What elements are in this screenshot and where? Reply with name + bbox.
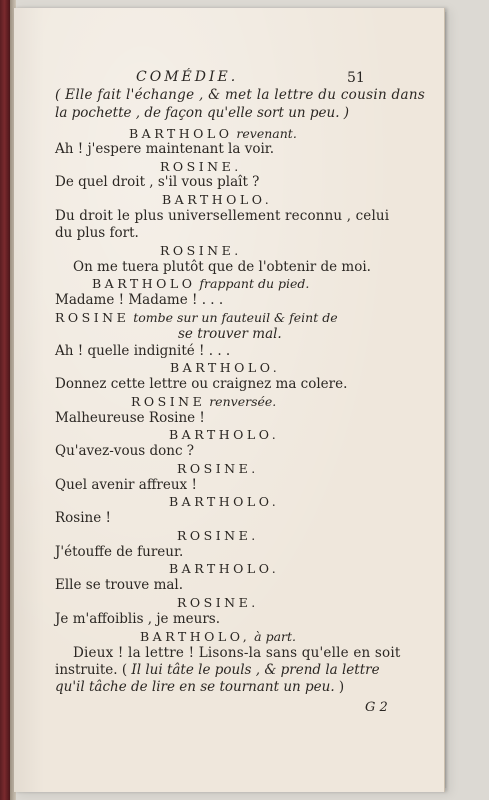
speaker-name: BARTHOLO. xyxy=(169,561,280,576)
speaker-name xyxy=(140,628,296,645)
page-number: 51 xyxy=(347,70,365,86)
dialogue-line: Rosine ! xyxy=(55,510,111,526)
speaker-name: ROSINE. xyxy=(177,595,259,610)
speaker-label: ROSINE xyxy=(55,310,130,325)
speaker-name: BARTHOLO. xyxy=(162,192,273,207)
dialogue-line: J'étouffe de fureur. xyxy=(55,544,184,560)
stage-direction-line: se trouver mal. xyxy=(178,326,282,342)
dialogue-line: De quel droit , s'il vous plaît ? xyxy=(55,174,260,190)
stage-direction-line: ( Elle fait l'échange , & met la lettre du cousin dans xyxy=(55,87,426,103)
stage-direction: qu'il tâche de lire en se tournant un peu. xyxy=(55,679,335,695)
stage-direction: à part. xyxy=(250,629,297,644)
speaker-name: BARTHOLO. xyxy=(169,494,280,509)
dialogue-line: Ah ! j'espere maintenant la voir. xyxy=(55,141,275,157)
dialogue-line: Qu'avez-vous donc ? xyxy=(55,443,195,459)
speaker-label: BARTHOLO xyxy=(129,126,233,141)
stage-direction: Il lui tâte le pouls , & prend la lettre xyxy=(131,662,380,678)
speaker-name: ROSINE. xyxy=(177,461,259,476)
dialogue-line: du plus fort. xyxy=(55,225,139,241)
dialogue-text: instruite. ( xyxy=(55,662,132,678)
speaker-name: BARTHOLO. xyxy=(170,360,281,375)
stage-direction: revenant. xyxy=(232,126,297,141)
speaker-name: ROSINE. xyxy=(177,528,259,543)
dialogue-line: On me tuera plutôt que de l'obtenir de moi. xyxy=(73,259,371,275)
running-title: COMÉDIE. xyxy=(136,69,239,85)
dialogue-line: Donnez cette lettre ou craignez ma colere. xyxy=(55,376,348,392)
speaker-label: BARTHOLO xyxy=(92,276,196,291)
dialogue-line: Ah ! quelle indignité ! . . . xyxy=(55,343,231,359)
dialogue-line: Malheureuse Rosine ! xyxy=(55,410,205,426)
stage-direction-line: la pochette , de façon qu'elle sort un peu. ) xyxy=(55,105,350,121)
dialogue-line: Dieux ! la lettre ! Lisons-la sans qu'elle en soit xyxy=(73,645,401,661)
book-page xyxy=(14,8,445,792)
closing-paren: ) xyxy=(334,679,345,695)
signature-mark: G 2 xyxy=(365,700,388,715)
speaker-label: BARTHOLO, xyxy=(140,629,251,644)
stage-direction: frappant du pied. xyxy=(195,276,310,291)
speaker-name xyxy=(55,309,338,326)
speaker-name: ROSINE. xyxy=(160,243,242,258)
stage-direction: renversée. xyxy=(205,394,277,409)
dialogue-line: Du droit le plus universellement reconnu , celui xyxy=(55,208,390,224)
stage-direction: tombe sur un fauteuil & feint de xyxy=(129,310,338,325)
dialogue-line: Madame ! Madame ! . . . xyxy=(55,292,224,308)
dialogue-line: Je m'affoiblis , je meurs. xyxy=(55,611,220,627)
speaker-name: BARTHOLO. xyxy=(169,427,280,442)
dialogue-line: Quel avenir affreux ! xyxy=(55,477,197,493)
speaker-name xyxy=(92,275,309,292)
book-binding xyxy=(0,0,10,800)
speaker-name: ROSINE. xyxy=(160,159,242,174)
dialogue-line: Elle se trouve mal. xyxy=(55,577,184,593)
speaker-label: ROSINE xyxy=(131,394,206,409)
speaker-name xyxy=(131,393,276,410)
speaker-name xyxy=(129,125,297,142)
stage-direction-line xyxy=(55,679,344,696)
dialogue-line xyxy=(55,662,380,679)
